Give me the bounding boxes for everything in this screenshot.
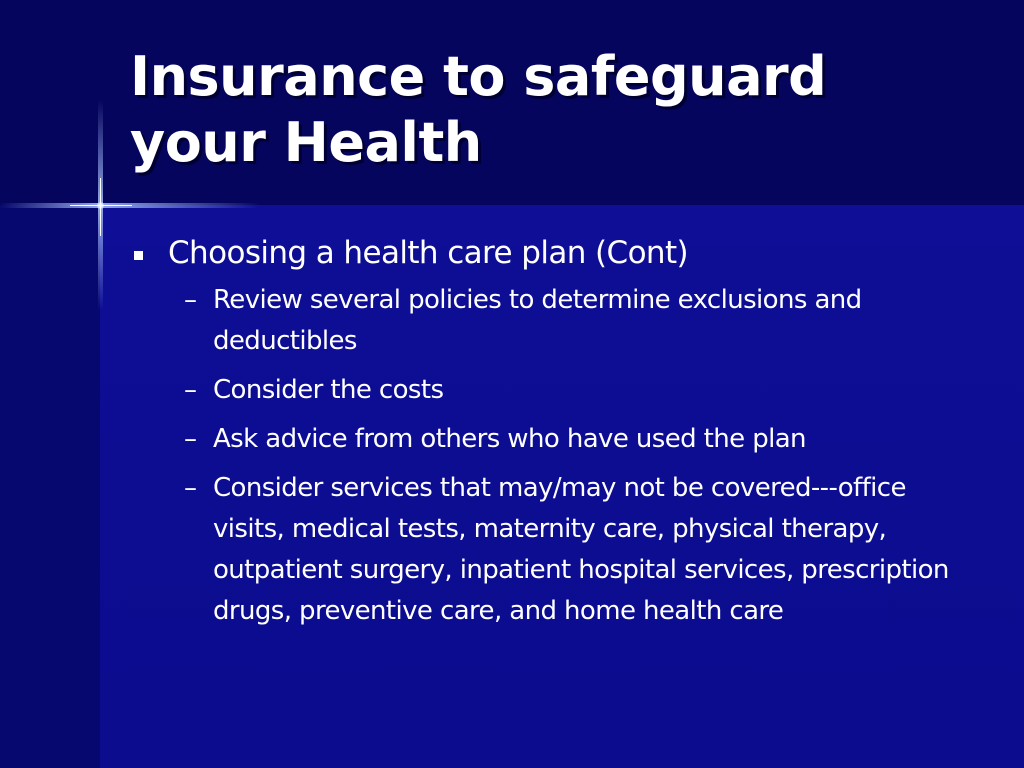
square-bullet-icon <box>134 251 143 260</box>
slide-title <box>130 44 990 176</box>
sub-bullet-list <box>130 280 960 632</box>
bullet-item <box>130 232 960 274</box>
dash-bullet-icon: – <box>184 285 197 315</box>
dash-bullet-icon: – <box>184 473 197 503</box>
sub-bullet-item <box>175 419 960 460</box>
sub-bullet-item <box>175 280 960 362</box>
left-band <box>0 205 100 768</box>
dash-bullet-icon: – <box>184 375 197 405</box>
sub-bullet-text: Ask advice from others who have used the plan <box>213 424 806 454</box>
slide-body <box>130 232 960 640</box>
sub-bullet-item <box>175 370 960 411</box>
sparkle-icon <box>97 202 104 209</box>
dash-bullet-icon: – <box>184 424 197 454</box>
sub-bullet-item <box>175 468 960 632</box>
title-line-2: your Health <box>130 111 482 174</box>
sub-bullet-text: Review several policies to determine exclusions and deductibles <box>213 285 862 356</box>
sub-bullet-text: Consider the costs <box>213 375 444 405</box>
title-line-1: Insurance to safeguard <box>130 45 827 108</box>
bullet-text: Choosing a health care plan (Cont) <box>168 235 689 271</box>
sub-bullet-text: Consider services that may/may not be covered---office visits, medical tests, maternity care, physical therapy, outpatient surgery, inpatient hospital services, prescription drugs, preventive care, and home health care <box>213 473 949 626</box>
